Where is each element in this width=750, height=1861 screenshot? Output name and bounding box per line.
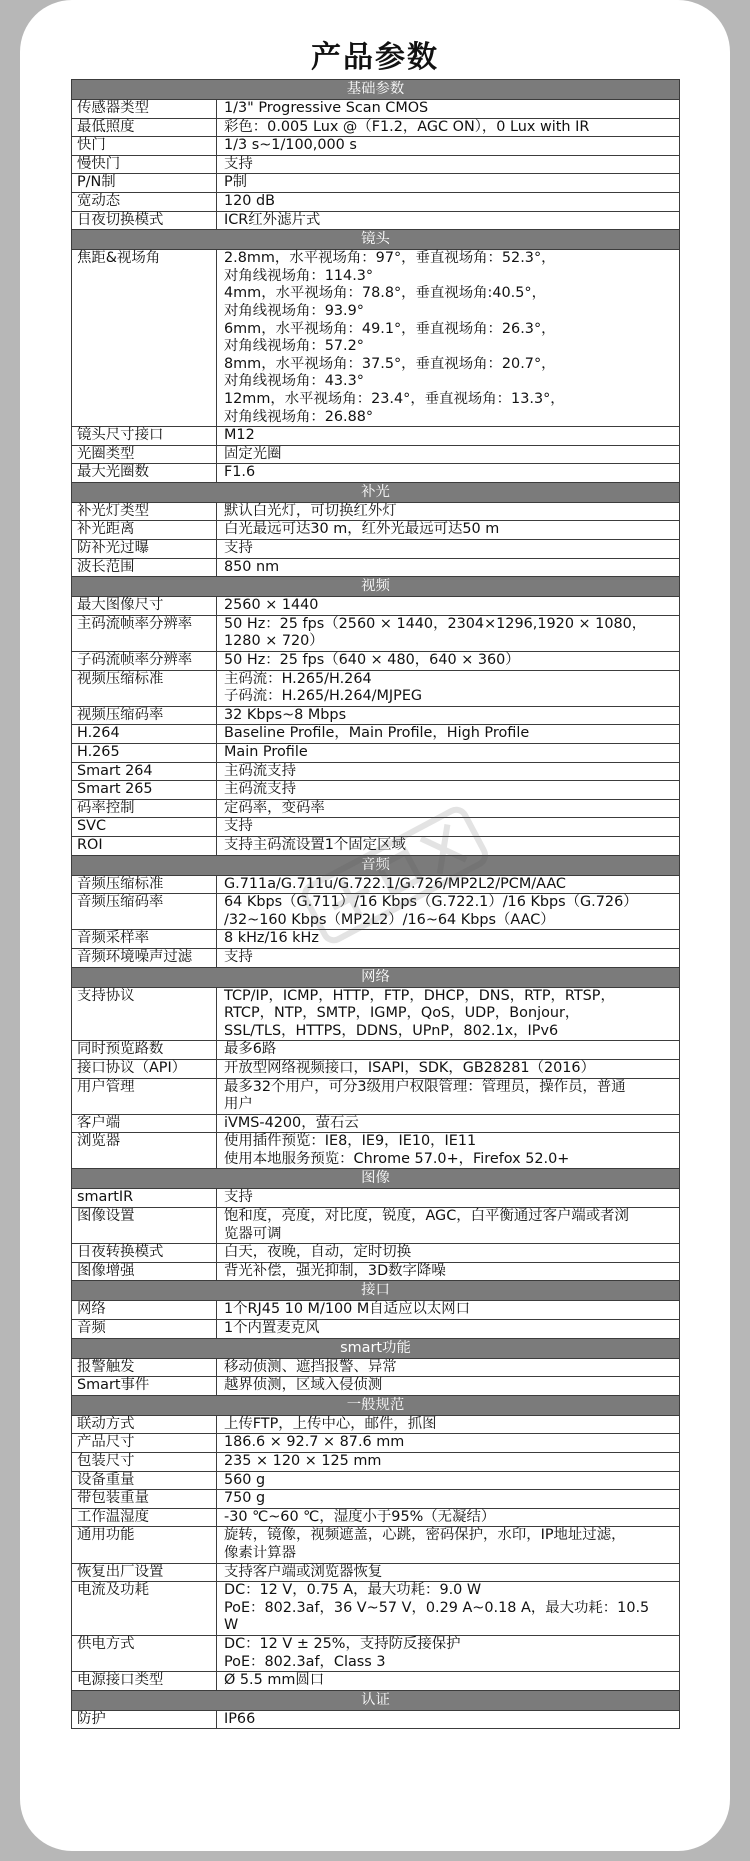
section-header (72, 855, 680, 875)
param-label: 报警触发 (72, 1358, 217, 1377)
param-label: 最大图像尺寸 (72, 597, 217, 616)
table-row (72, 1415, 680, 1434)
param-label: 最低照度 (72, 118, 217, 137)
param-label: 电流及功耗 (72, 1582, 217, 1636)
section-header (72, 80, 680, 100)
table-row (72, 1133, 680, 1169)
param-value-line: 120 dB (224, 192, 276, 209)
param-value-line: PoE：802.3af，Class 3 (224, 1653, 386, 1670)
param-value (217, 1672, 680, 1691)
section-title: 接口 (72, 1281, 680, 1301)
param-value (217, 1208, 680, 1244)
param-value-line: 支持 (224, 155, 253, 172)
table-row (72, 836, 680, 855)
param-label: SVC (72, 818, 217, 837)
param-label: ROI (72, 836, 217, 855)
table-row (72, 781, 680, 800)
table-row (72, 670, 680, 706)
param-value-line: 560 g (224, 1471, 266, 1488)
table-row (72, 1710, 680, 1729)
param-label: 视频压缩标准 (72, 670, 217, 706)
param-value-line: 12mm，水平视场角：23.4°，垂直视场角：13.3°， (224, 390, 565, 407)
param-value-line: DC：12 V，0.75 A，最大功耗：9.0 W (224, 1582, 482, 1599)
param-value-line: 彩色：0.005 Lux @（F1.2，AGC ON），0 Lux with IR (224, 118, 590, 135)
section-title: 镜头 (72, 230, 680, 250)
param-value-line: 6mm，水平视场角：49.1°，垂直视场角：26.3°， (224, 320, 556, 337)
table-row (72, 118, 680, 137)
param-value-line: 越界侦测，区域入侵侦测 (224, 1377, 383, 1394)
param-value-line: 上传FTP，上传中心，邮件，抓图 (224, 1415, 437, 1432)
page-title: 产品参数 (311, 40, 439, 75)
param-label: H.264 (72, 725, 217, 744)
param-value (217, 670, 680, 706)
param-label: 客户端 (72, 1114, 217, 1133)
param-value (217, 1262, 680, 1281)
section-header (72, 1169, 680, 1189)
param-value (217, 652, 680, 671)
param-label: 恢复出厂设置 (72, 1563, 217, 1582)
param-value (217, 818, 680, 837)
param-value (217, 174, 680, 193)
table-row (72, 1471, 680, 1490)
param-value (217, 1059, 680, 1078)
param-value-line: 支持 (224, 1189, 253, 1206)
table-row (72, 1358, 680, 1377)
param-label: 光圈类型 (72, 445, 217, 464)
table-row (72, 1672, 680, 1691)
param-value (217, 930, 680, 949)
param-label: 宽动态 (72, 192, 217, 211)
param-value-line: 186.6 × 92.7 × 87.6 mm (224, 1434, 405, 1451)
param-value-line: Baseline Profile，Main Profile，High Profile (224, 725, 530, 742)
param-value-line: 2.8mm，水平视场角：97°，垂直视场角：52.3°， (224, 250, 556, 267)
table-row (72, 1059, 680, 1078)
param-value-line: 对角线视场角：43.3° (224, 373, 364, 390)
table-row (72, 250, 680, 427)
param-value-line: 移动侦测、遮挡报警、异常 (224, 1358, 397, 1375)
table-row (72, 1563, 680, 1582)
param-label: Smart事件 (72, 1377, 217, 1396)
table-row (72, 1301, 680, 1320)
table-row (72, 1208, 680, 1244)
param-label: 慢快门 (72, 155, 217, 174)
spec-table (71, 79, 680, 1729)
param-value (217, 1635, 680, 1671)
section-title: 补光 (72, 482, 680, 502)
param-value-line: F1.6 (224, 464, 256, 481)
param-value-line: 2560 × 1440 (224, 597, 319, 614)
param-value (217, 100, 680, 119)
param-value-line: PoE：802.3af，36 V~57 V，0.29 A~0.18 A，最大功耗：10.5 (224, 1599, 650, 1616)
param-value (217, 1133, 680, 1169)
param-value (217, 250, 680, 427)
param-value-line: RTCP，NTP，SMTP，IGMP，QoS，UDP，Bonjour， (224, 1005, 580, 1022)
table-row (72, 948, 680, 967)
param-value (217, 118, 680, 137)
param-value-line: SSL/TLS，HTTPS，DDNS，UPnP，802.1x，IPv6 (224, 1022, 559, 1039)
section-header (72, 577, 680, 597)
param-value-line: 用户 (224, 1096, 253, 1113)
param-value (217, 1563, 680, 1582)
param-label: 供电方式 (72, 1635, 217, 1671)
param-value-line: /32~160 Kbps（MP2L2）/16~64 Kbps（AAC） (224, 911, 555, 928)
param-label: 图像设置 (72, 1208, 217, 1244)
param-value-line: 1个RJ45 10 M/100 M自适应以太网口 (224, 1301, 471, 1318)
param-value (217, 597, 680, 616)
param-value-line: 支持 (224, 540, 253, 557)
param-value (217, 706, 680, 725)
param-value (217, 464, 680, 483)
param-value-line: 850 nm (224, 558, 280, 575)
param-value-line: 主码流：H.265/H.264 (224, 670, 372, 687)
param-label: 最大光圈数 (72, 464, 217, 483)
param-value-line: 64 Kbps（G.711）/16 Kbps（G.722.1）/16 Kbps（G.726） (224, 894, 638, 911)
param-value-line: ICR红外滤片式 (224, 211, 321, 228)
section-title: 一般规范 (72, 1395, 680, 1415)
param-value-line: 1/3 s~1/100,000 s (224, 137, 357, 154)
param-label: 通用功能 (72, 1527, 217, 1563)
param-value-line: 主码流支持 (224, 781, 296, 798)
param-value-line: 235 × 120 × 125 mm (224, 1453, 382, 1469)
param-value-line: 像素计算器 (224, 1544, 296, 1561)
param-value-line: 开放型网络视频接口，ISAPI，SDK，GB28281（2016） (224, 1059, 595, 1076)
table-row (72, 464, 680, 483)
param-value-line: 饱和度，亮度，对比度，锐度，AGC，白平衡通过客户端或者浏 (224, 1208, 629, 1225)
param-value-line: -30 ℃~60 ℃，湿度小于95%（无凝结） (224, 1508, 496, 1525)
param-value (217, 1710, 680, 1729)
table-row (72, 1635, 680, 1671)
section-title: 认证 (72, 1690, 680, 1710)
section-title: 音频 (72, 855, 680, 875)
param-value-line: 使用插件预览：IE8，IE9，IE10，IE11 (224, 1133, 477, 1150)
param-value-line: 对角线视场角：114.3° (224, 267, 374, 284)
param-value (217, 1527, 680, 1563)
param-value-line: Main Profile (224, 744, 308, 760)
param-value (217, 137, 680, 156)
table-row (72, 597, 680, 616)
param-value (217, 781, 680, 800)
param-value (217, 615, 680, 651)
table-row (72, 987, 680, 1041)
param-value (217, 1301, 680, 1320)
table-row (72, 1434, 680, 1453)
param-value-line: 4mm，水平视场角：78.8°，垂直视场角:40.5°， (224, 285, 546, 302)
table-row (72, 155, 680, 174)
param-label: 图像增强 (72, 1262, 217, 1281)
table-row (72, 1490, 680, 1509)
param-value (217, 948, 680, 967)
param-value-line: 最多6路 (224, 1041, 277, 1058)
table-row (72, 1377, 680, 1396)
param-label: H.265 (72, 744, 217, 763)
param-label: 工作温湿度 (72, 1508, 217, 1527)
param-value-line: TCP/IP，ICMP，HTTP，FTP，DHCP，DNS，RTP，RTSP， (224, 987, 615, 1004)
param-value-line: 白天，夜晚，自动，定时切换 (224, 1244, 412, 1261)
table-row (72, 540, 680, 559)
param-value (217, 1041, 680, 1060)
param-label: 视频压缩码率 (72, 706, 217, 725)
param-label: 防护 (72, 1710, 217, 1729)
param-value (217, 875, 680, 894)
section-title: smart功能 (72, 1338, 680, 1358)
table-row (72, 799, 680, 818)
param-value (217, 1320, 680, 1339)
param-value-line: 白光最远可达30 m，红外光最远可达50 m (224, 521, 500, 538)
table-row (72, 762, 680, 781)
param-label: 音频环境噪声过滤 (72, 948, 217, 967)
param-value (217, 445, 680, 464)
param-value-line: DC：12 V ± 25%，支持防反接保护 (224, 1635, 461, 1652)
param-value (217, 1582, 680, 1636)
table-row (72, 615, 680, 651)
param-label: 焦距&视场角 (72, 250, 217, 427)
param-value (217, 155, 680, 174)
param-value-line: 1个内置麦克风 (224, 1320, 320, 1337)
param-value (217, 1490, 680, 1509)
table-row (72, 1453, 680, 1472)
table-row (72, 174, 680, 193)
table-row (72, 427, 680, 446)
table-row (72, 558, 680, 577)
param-label: Smart 265 (72, 781, 217, 800)
param-label: 补光灯类型 (72, 502, 217, 521)
table-row (72, 445, 680, 464)
param-value (217, 192, 680, 211)
param-value-line: 1280 × 720） (224, 633, 324, 650)
param-value (217, 799, 680, 818)
table-row (72, 1244, 680, 1263)
param-value (217, 987, 680, 1041)
param-value-line: IP66 (224, 1710, 256, 1727)
param-label: 日夜切换模式 (72, 211, 217, 230)
param-value-line: M12 (224, 427, 255, 444)
param-value-line: 主码流支持 (224, 762, 296, 779)
table-row (72, 1041, 680, 1060)
table-row (72, 706, 680, 725)
param-value (217, 1244, 680, 1263)
table-row (72, 1508, 680, 1527)
section-title: 基础参数 (72, 80, 680, 100)
param-value-line: 支持主码流设置1个固定区域 (224, 836, 406, 853)
param-label: 带包装重量 (72, 1490, 217, 1509)
param-label: 日夜转换模式 (72, 1244, 217, 1263)
param-value (217, 894, 680, 930)
table-row (72, 211, 680, 230)
table-row (72, 652, 680, 671)
param-label: P/N制 (72, 174, 217, 193)
section-header (72, 1395, 680, 1415)
param-value-line: 子码流：H.265/H.264/MJPEG (224, 688, 423, 705)
param-value-line: Ø 5.5 mm圆口 (224, 1672, 325, 1689)
param-value (217, 427, 680, 446)
table-row (72, 502, 680, 521)
param-label: 联动方式 (72, 1415, 217, 1434)
param-value (217, 1453, 680, 1472)
param-label: 传感器类型 (72, 100, 217, 119)
section-header (72, 482, 680, 502)
param-value-line: 支持 (224, 818, 253, 835)
param-label: 网络 (72, 1301, 217, 1320)
section-header (72, 1281, 680, 1301)
table-row (72, 744, 680, 763)
param-value-line: 50 Hz：25 fps（640 × 480，640 × 360） (224, 652, 520, 669)
param-label: 波长范围 (72, 558, 217, 577)
param-value (217, 1415, 680, 1434)
table-row (72, 521, 680, 540)
param-value (217, 1508, 680, 1527)
param-value-line: 8mm，水平视场角：37.5°，垂直视场角：20.7°， (224, 355, 556, 372)
param-value (217, 1189, 680, 1208)
table-row (72, 930, 680, 949)
param-value (217, 725, 680, 744)
param-value (217, 1358, 680, 1377)
param-value-line: 对角线视场角：57.2° (224, 338, 364, 355)
param-label: 音频 (72, 1320, 217, 1339)
param-label: 电源接口类型 (72, 1672, 217, 1691)
param-value-line: 使用本地服务预览：Chrome 57.0+，Firefox 52.0+ (224, 1150, 570, 1167)
param-value-line: 旋转，镜像，视频遮盖，心跳，密码保护，水印，IP地址过滤， (224, 1527, 626, 1544)
param-value-line: 览器可调 (224, 1225, 282, 1242)
param-value (217, 1114, 680, 1133)
table-row (72, 1078, 680, 1114)
param-value-line: 固定光圈 (224, 445, 282, 462)
param-value (217, 744, 680, 763)
param-label: 码率控制 (72, 799, 217, 818)
param-label: 音频采样率 (72, 930, 217, 949)
param-label: 防补光过曝 (72, 540, 217, 559)
param-value-line: 对角线视场角：93.9° (224, 302, 364, 319)
table-row (72, 818, 680, 837)
param-label: 产品尺寸 (72, 1434, 217, 1453)
param-label: 快门 (72, 137, 217, 156)
param-value-line: P制 (224, 174, 248, 191)
param-label: 支持协议 (72, 987, 217, 1041)
table-row (72, 1582, 680, 1636)
table-row (72, 875, 680, 894)
param-value (217, 1434, 680, 1453)
param-label: 设备重量 (72, 1471, 217, 1490)
param-value (217, 1078, 680, 1114)
table-row (72, 100, 680, 119)
param-value-line: 8 kHz/16 kHz (224, 930, 319, 947)
param-label: Smart 264 (72, 762, 217, 781)
table-row (72, 1114, 680, 1133)
param-label: 子码流帧率分辨率 (72, 652, 217, 671)
section-title: 视频 (72, 577, 680, 597)
param-value-line: 背光补偿，强光抑制，3D数字降噪 (224, 1262, 446, 1279)
param-label: smartIR (72, 1189, 217, 1208)
param-value (217, 502, 680, 521)
section-title: 网络 (72, 967, 680, 987)
param-value-line: 对角线视场角：26.88° (224, 408, 374, 425)
param-value-line: 最多32个用户，可分3级用户权限管理：管理员，操作员，普通 (224, 1078, 626, 1095)
table-row (72, 1262, 680, 1281)
param-value (217, 558, 680, 577)
table-row (72, 894, 680, 930)
param-label: 主码流帧率分辨率 (72, 615, 217, 651)
param-value (217, 540, 680, 559)
param-label: 音频压缩标准 (72, 875, 217, 894)
table-row (72, 1189, 680, 1208)
section-header (72, 1338, 680, 1358)
param-value-line: G.711a/G.711u/G.722.1/G.726/MP2L2/PCM/AAC (224, 875, 566, 892)
param-value-line: 默认白光灯，可切换红外灯 (224, 502, 397, 519)
param-value-line: 支持客户端或浏览器恢复 (224, 1563, 383, 1580)
param-value-line: 750 g (224, 1490, 266, 1507)
param-value-line: 50 Hz：25 fps（2560 × 1440，2304×1296,1920 × 1080， (224, 615, 647, 632)
param-label: 音频压缩码率 (72, 894, 217, 930)
param-value (217, 1377, 680, 1396)
param-value-line: 支持 (224, 948, 253, 965)
param-value-line: iVMS-4200，萤石云 (224, 1114, 359, 1131)
param-value (217, 762, 680, 781)
section-title: 图像 (72, 1169, 680, 1189)
param-value-line: 定码率，变码率 (224, 799, 325, 816)
param-label: 用户管理 (72, 1078, 217, 1114)
section-header (72, 230, 680, 250)
param-value (217, 521, 680, 540)
param-label: 浏览器 (72, 1133, 217, 1169)
table-row (72, 137, 680, 156)
param-value-line: 1/3" Progressive Scan CMOS (224, 100, 429, 116)
section-header (72, 1690, 680, 1710)
section-header (72, 967, 680, 987)
param-label: 镜头尺寸接口 (72, 427, 217, 446)
param-label: 同时预览路数 (72, 1041, 217, 1060)
param-value-line: W (224, 1617, 239, 1634)
param-value (217, 211, 680, 230)
param-value (217, 836, 680, 855)
param-label: 补光距离 (72, 521, 217, 540)
param-label: 包装尺寸 (72, 1453, 217, 1472)
table-row (72, 725, 680, 744)
param-value (217, 1471, 680, 1490)
table-row (72, 192, 680, 211)
table-row (72, 1320, 680, 1339)
table-row (72, 1527, 680, 1563)
param-label: 接口协议（API） (72, 1059, 217, 1078)
param-value-line: 32 Kbps~8 Mbps (224, 706, 347, 723)
